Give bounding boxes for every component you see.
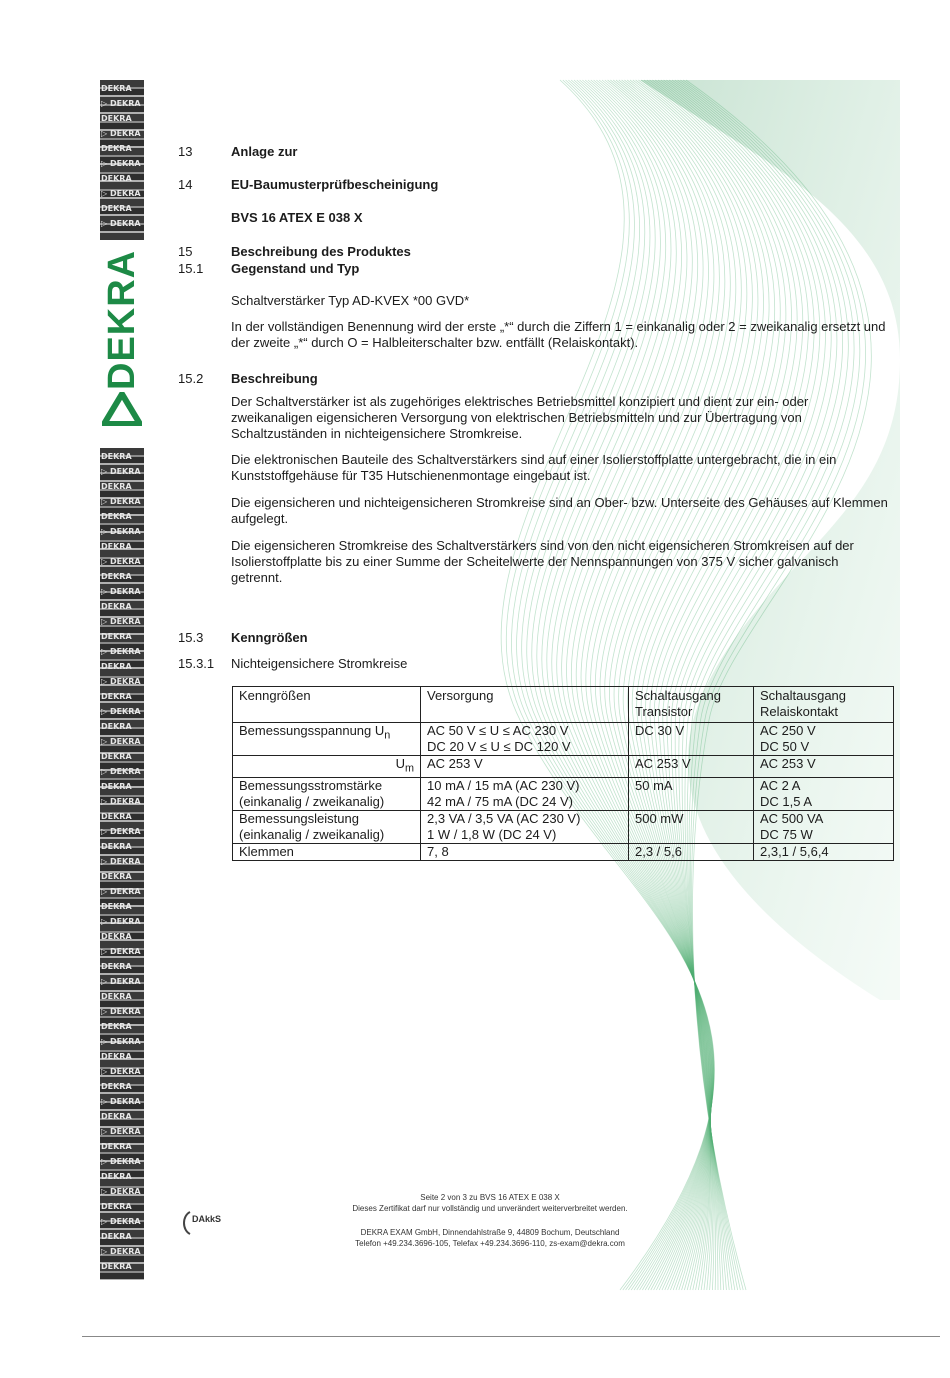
row-relais: AC 500 VA DC 75 W xyxy=(754,810,894,843)
security-strip-label: ▷ DEKRA xyxy=(101,647,141,656)
row-label: Bemessungsleistung (einkanalig / zweikanalig) xyxy=(233,810,421,843)
table-row xyxy=(233,810,894,843)
security-strip-label: ▷ DEKRA xyxy=(101,797,141,806)
row-transistor: 2,3 / 5,6 xyxy=(629,843,754,860)
section-15-1-title: Gegenstand und Typ xyxy=(231,261,360,276)
wave-line xyxy=(517,80,714,1290)
ratings-table xyxy=(232,686,894,861)
security-strip-label: DEKRA xyxy=(101,722,132,731)
security-strip-label: DEKRA xyxy=(101,1262,132,1271)
section-15-2-title: Beschreibung xyxy=(231,371,318,386)
footer-contact: Telefon +49.234.3696-105, Telefax +49.234.3696-110, zs-exam@dekra.com xyxy=(355,1239,625,1248)
wave-line xyxy=(522,80,714,1290)
security-strip-label: ▷ DEKRA xyxy=(101,189,141,198)
security-strip-label: ▷ DEKRA xyxy=(101,467,141,476)
dekra-logo: DEKRA xyxy=(101,249,143,390)
security-strip-label: DEKRA xyxy=(101,932,132,941)
security-strip-label: DEKRA xyxy=(101,452,132,461)
security-strip-label: DEKRA xyxy=(101,1232,132,1241)
security-strip-label: ▷ DEKRA xyxy=(101,1247,141,1256)
row-transistor: AC 253 V xyxy=(629,756,754,778)
security-strip-label: DEKRA xyxy=(101,174,132,183)
section-13-title: Anlage zur xyxy=(231,144,298,159)
security-strip-label: ▷ DEKRA xyxy=(101,947,141,956)
header-versorgung: Versorgung xyxy=(421,687,629,723)
security-strip-label: ▷ DEKRA xyxy=(101,1097,141,1106)
section-15-3-1-number: 15.3.1 xyxy=(178,656,215,671)
row-versorgung: AC 50 V ≤ U ≤ AC 230 V DC 20 V ≤ U ≤ DC 120 V xyxy=(421,723,629,756)
wave-line xyxy=(557,80,712,1290)
section-15-2-number: 15.2 xyxy=(178,371,204,386)
security-strip-label: ▷ DEKRA xyxy=(101,737,141,746)
security-strip-label: DEKRA xyxy=(101,572,132,581)
header-kenngroessen: Kenngrößen xyxy=(233,687,421,723)
security-strip-label: ▷ DEKRA xyxy=(101,917,141,926)
security-strip-label: DEKRA xyxy=(101,692,132,701)
security-strip-label: ▷ DEKRA xyxy=(101,99,141,108)
table-row xyxy=(233,756,894,778)
row-label: Bemessungsstromstärke (einkanalig / zweikanalig) xyxy=(233,777,421,810)
security-strip-label: ▷ DEKRA xyxy=(101,587,141,596)
security-strip-label: DEKRA xyxy=(101,482,132,491)
security-strip-label: ▷ DEKRA xyxy=(101,557,141,566)
security-strip-label: DEKRA xyxy=(101,1202,132,1211)
row-label: $U_m$ xyxy=(233,756,421,778)
wave-line xyxy=(501,80,714,1290)
header-transistor-line2: Transistor xyxy=(635,704,693,719)
row-transistor: 50 mA xyxy=(629,777,754,810)
header-relais xyxy=(754,687,894,723)
section-15-number: 15 xyxy=(178,244,193,259)
row-relais: 2,3,1 / 5,6,4 xyxy=(754,843,894,860)
security-strip-label: ▷ DEKRA xyxy=(101,1067,141,1076)
security-strip-label: DEKRA xyxy=(101,1052,132,1061)
security-strip-label: DEKRA xyxy=(101,1172,132,1181)
row-label: Klemmen xyxy=(233,843,421,860)
type-designation: Schaltverstärker Typ AD-KVEX *00 GVD* xyxy=(231,293,470,308)
security-strip-bottom xyxy=(100,448,144,1280)
dekra-triangle-icon xyxy=(102,392,142,426)
section-15-title: Beschreibung des Produktes xyxy=(231,244,411,259)
description-paragraph-4: Die eigensicheren Stromkreise des Schaltverstärkers sind von den nicht eigensicheren Stromkreisen auf der Isolierstoffplatte bis zu einer Summe der Scheitelwerte der Nennspannungen von 375 V sicher galvanisch getrennt. xyxy=(231,538,854,585)
bottom-rule xyxy=(82,1336,940,1337)
row-relais: AC 250 V DC 50 V xyxy=(754,723,894,756)
security-strip-label: DEKRA xyxy=(101,1112,132,1121)
table-row xyxy=(233,723,894,756)
security-strip-label: DEKRA xyxy=(101,782,132,791)
security-strip-label: ▷ DEKRA xyxy=(101,617,141,626)
security-strip-label: ▷ DEKRA xyxy=(101,1187,141,1196)
security-strip-label: DEKRA xyxy=(101,842,132,851)
dakks-name: DAkkS xyxy=(192,1214,222,1224)
security-strip-label: ▷ DEKRA xyxy=(101,129,141,138)
security-strip-label: ▷ DEKRA xyxy=(101,219,141,228)
security-strip-label: DEKRA xyxy=(101,84,132,93)
section-15-3-number: 15.3 xyxy=(178,630,204,645)
security-strip-label: ▷ DEKRA xyxy=(101,857,141,866)
security-strip-label: ▷ DEKRA xyxy=(101,1007,141,1016)
row-label: Bemessungsspannung $U_n$ xyxy=(233,723,421,756)
security-strip-label: DEKRA xyxy=(101,992,132,1001)
wave-line xyxy=(511,80,714,1290)
naming-paragraph: In der vollständigen Benennung wird der erste „*“ durch die Ziffern 1 = einkanalig oder 2 = zweikanalig ersetzt und der zweite „*“ durch O = Halbleiterschalter bzw. entfällt (Relaiskontakt). xyxy=(231,319,886,350)
security-strip-label: DEKRA xyxy=(101,144,132,153)
row-versorgung: 10 mA / 15 mA (AC 230 V) 42 mA / 75 mA (DC 24 V) xyxy=(421,777,629,810)
wave-line xyxy=(595,80,725,1290)
table-row xyxy=(233,843,894,860)
description-paragraph-2: Die elektronischen Bauteile des Schaltverstärkers sind auf einer Isolierstoffplatte untergebracht, die in ein Kunststoffgehäuse für T35 Hutschienenmontage eingebaut ist. xyxy=(231,452,837,483)
row-versorgung: 7, 8 xyxy=(421,843,629,860)
security-strip-label: DEKRA xyxy=(101,204,132,213)
security-strip-label: DEKRA xyxy=(101,752,132,761)
security-strip-label: DEKRA xyxy=(101,812,132,821)
section-14-title: EU-Baumusterprüfbescheinigung xyxy=(231,177,439,192)
header-relais-line2: Relaiskontakt xyxy=(760,704,839,719)
row-versorgung: 2,3 VA / 3,5 VA (AC 230 V) 1 W / 1,8 W (DC 24 V) xyxy=(421,810,629,843)
security-strip-label: ▷ DEKRA xyxy=(101,1157,141,1166)
footer-notice: Dieses Zertifikat darf nur vollständig und unverändert weiterverbreitet werden. xyxy=(352,1204,628,1213)
security-strip-label: ▷ DEKRA xyxy=(101,827,141,836)
security-strip-label: ▷ DEKRA xyxy=(101,1217,141,1226)
row-relais: AC 253 V xyxy=(754,756,894,778)
header-relais-line1: Schaltausgang xyxy=(760,688,847,703)
security-strip-label: ▷ DEKRA xyxy=(101,159,141,168)
security-strip-label: ▷ DEKRA xyxy=(101,527,141,536)
security-strip-label: DEKRA xyxy=(101,962,132,971)
security-strip-label: ▷ DEKRA xyxy=(101,977,141,986)
security-strip-label: DEKRA xyxy=(101,902,132,911)
wave-line xyxy=(562,80,712,1290)
table-header-row xyxy=(233,687,894,723)
section-15-3-title: Kenngrößen xyxy=(231,630,308,645)
security-strip-label: DEKRA xyxy=(101,632,132,641)
security-strip-label: ▷ DEKRA xyxy=(101,707,141,716)
footer-page-info: Seite 2 von 3 zu BVS 16 ATEX E 038 X xyxy=(420,1193,560,1202)
header-transistor xyxy=(629,687,754,723)
security-strip-label: DEKRA xyxy=(101,662,132,671)
security-strip-label: DEKRA xyxy=(101,1082,132,1091)
wave-line xyxy=(532,80,713,1290)
table-row xyxy=(233,777,894,810)
security-strip-label: DEKRA xyxy=(101,542,132,551)
security-strip-label: ▷ DEKRA xyxy=(101,1127,141,1136)
security-strip-label: DEKRA xyxy=(101,872,132,881)
section-13-number: 13 xyxy=(178,144,193,159)
description-paragraph-1: Der Schaltverstärker ist als zugehöriges elektrisches Betriebsmittel konzipiert und dient zur ein- oder zweikanaligen eigensicheren Versorgung von elektrischen Betriebsmitteln und zur Übertragung von Schaltzuständen in nichteigensichere Stromkreise. xyxy=(231,394,809,441)
wave-line xyxy=(506,80,714,1290)
row-transistor: 500 mW xyxy=(629,810,754,843)
row-relais: AC 2 A DC 1,5 A xyxy=(754,777,894,810)
security-strip-label: ▷ DEKRA xyxy=(101,767,141,776)
section-15-1-number: 15.1 xyxy=(178,261,204,276)
wave-line xyxy=(571,80,711,1290)
row-transistor: DC 30 V xyxy=(629,723,754,756)
security-strip-top xyxy=(100,80,144,240)
security-strip-label: ▷ DEKRA xyxy=(101,887,141,896)
security-strip-label: DEKRA xyxy=(101,1022,132,1031)
certificate-number: BVS 16 ATEX E 038 X xyxy=(231,210,363,225)
security-strip-label: DEKRA xyxy=(101,114,132,123)
security-strip-label: ▷ DEKRA xyxy=(101,677,141,686)
security-strip-label: ▷ DEKRA xyxy=(101,1037,141,1046)
security-strip-label: ▷ DEKRA xyxy=(101,497,141,506)
wave-line xyxy=(567,80,712,1290)
section-14-number: 14 xyxy=(178,177,193,192)
footer-address: DEKRA EXAM GmbH, Dinnendahlstraße 9, 44809 Bochum, Deutschland xyxy=(360,1228,620,1237)
section-15-3-1-title: Nichteigensichere Stromkreise xyxy=(231,656,408,671)
security-strip-label: DEKRA xyxy=(101,512,132,521)
security-strip-label: DEKRA xyxy=(101,602,132,611)
security-strip-label: DEKRA xyxy=(101,1142,132,1151)
row-versorgung: AC 253 V xyxy=(421,756,629,778)
description-paragraph-3: Die eigensicheren und nichteigensicheren Stromkreise sind an Ober- bzw. Unterseite des Gehäuses auf Klemmen aufgelegt. xyxy=(231,495,888,526)
header-transistor-line1: Schaltausgang xyxy=(635,688,722,703)
